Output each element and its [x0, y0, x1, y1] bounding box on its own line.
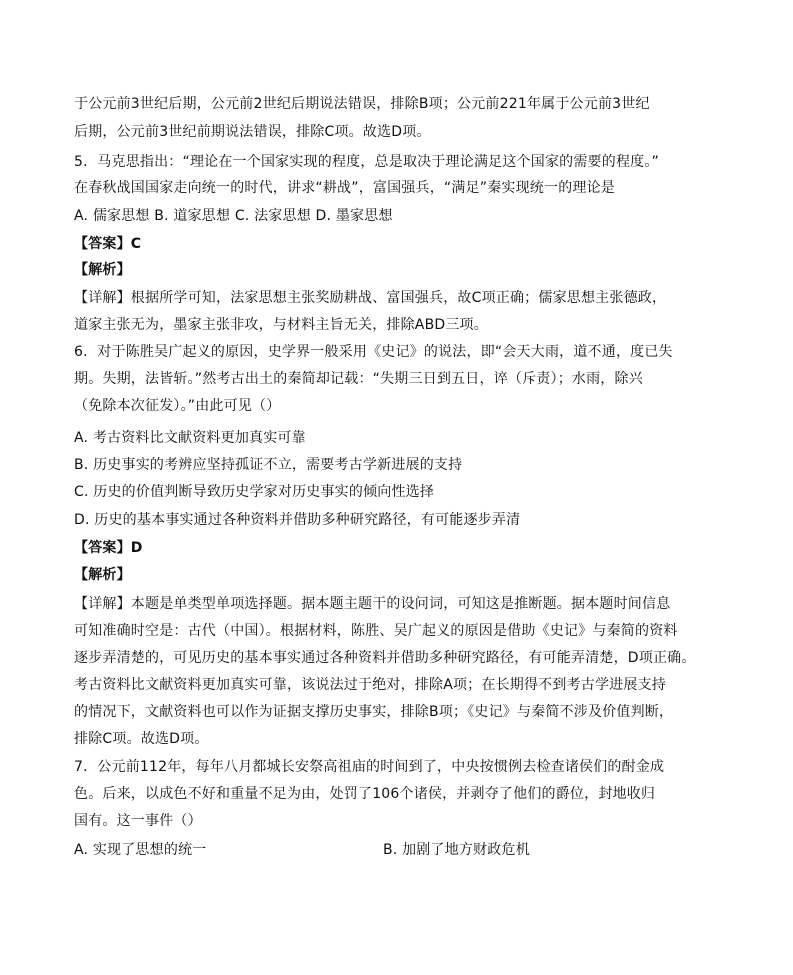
question-7-stem: 色。后来，以成色不好和重量不足为由，处罚了106个诸侯，并剥夺了他们的爵位，封地收归	[74, 786, 656, 802]
question-6-option-b: B. 历史事实的考辨应坚持孤证不立，需要考古学新进展的支持	[74, 457, 463, 473]
question-5-stem: 5．马克思指出：“理论在一个国家实现的程度，总是取决于理论满足这个国家的需要的程度。”	[74, 154, 660, 170]
question-7-option-b: B. 加剧了地方财政危机	[383, 842, 530, 858]
question-7-stem: 国有。这一事件（）	[74, 813, 202, 829]
answer-label: 【答案】D	[74, 540, 143, 556]
question-7-option-a: A. 实现了思想的统一	[74, 842, 207, 858]
detail-text: 【详解】本题是单类型单项选择题。据本题主题干的设问词，可知这是推断题。据本题时间信息	[74, 596, 671, 612]
analysis-label: 【解析】	[74, 567, 131, 583]
detail-text: 道家主张无为，墨家主张非攻，与材料主旨无关，排除ABD三项。	[74, 317, 488, 333]
detail-text: 考古资料比文献资料更加真实可靠，该说法过于绝对，排除A项；在长期得不到考古学进展支持	[74, 677, 666, 693]
question-6-option-a: A. 考古资料比文献资料更加真实可靠	[74, 430, 306, 446]
detail-text: 可知准确时空是：古代（中国）。根据材料，陈胜、吴广起义的原因是借助《史记》与秦简的资料	[74, 623, 678, 639]
question-7-stem: 7．公元前112年，每年八月都城长安祭高祖庙的时间到了，中央按惯例去检查诸侯们的酎金成	[74, 759, 665, 775]
analysis-label: 【解析】	[74, 262, 131, 278]
question-6-option-d: D. 历史的基本事实通过各种资料并借助多种研究路径，有可能逐步弄清	[74, 512, 521, 528]
detail-text: 的情况下，文献资料也可以作为证据支撑历史事实，排除B项；《史记》与秦简不涉及价值判断，	[74, 704, 674, 720]
answer-label: 【答案】C	[74, 236, 142, 252]
question-6-stem: 期。失期，法皆斩。”然考古出土的秦简却记载：“失期三日到五日，谇（斥责）；水雨，除兴	[74, 371, 643, 387]
question-5-stem: 在春秋战国国家走向统一的时代，讲求“耕战”，富国强兵，“满足”秦实现统一的理论是	[74, 180, 616, 196]
detail-text: 排除C项。故选D项。	[74, 731, 209, 747]
text-line: 后期，公元前3世纪前期说法错误，排除C项。故选D项。	[74, 124, 431, 140]
text-line: 于公元前3世纪后期，公元前2世纪后期说法错误，排除B项；公元前221年属于公元前3世纪	[74, 96, 650, 112]
question-5-options: A. 儒家思想 B. 道家思想 C. 法家思想 D. 墨家思想	[74, 208, 393, 224]
question-6-option-c: C. 历史的价值判断导致历史学家对历史事实的倾向性选择	[74, 484, 435, 500]
question-6-stem: （免除本次征发）。”由此可见（）	[74, 398, 281, 414]
question-6-stem: 6．对于陈胜吴广起义的原因，史学界一般采用《史记》的说法，即“会天大雨，道不通，度已失	[74, 344, 673, 360]
detail-text: 逐步弄清楚的，可见历史的基本事实通过各种资料并借助多种研究路径，有可能弄清楚，D项正确。	[74, 650, 696, 666]
detail-text: 【详解】根据所学可知，法家思想主张奖励耕战、富国强兵，故C项正确；儒家思想主张德政，	[74, 290, 667, 306]
